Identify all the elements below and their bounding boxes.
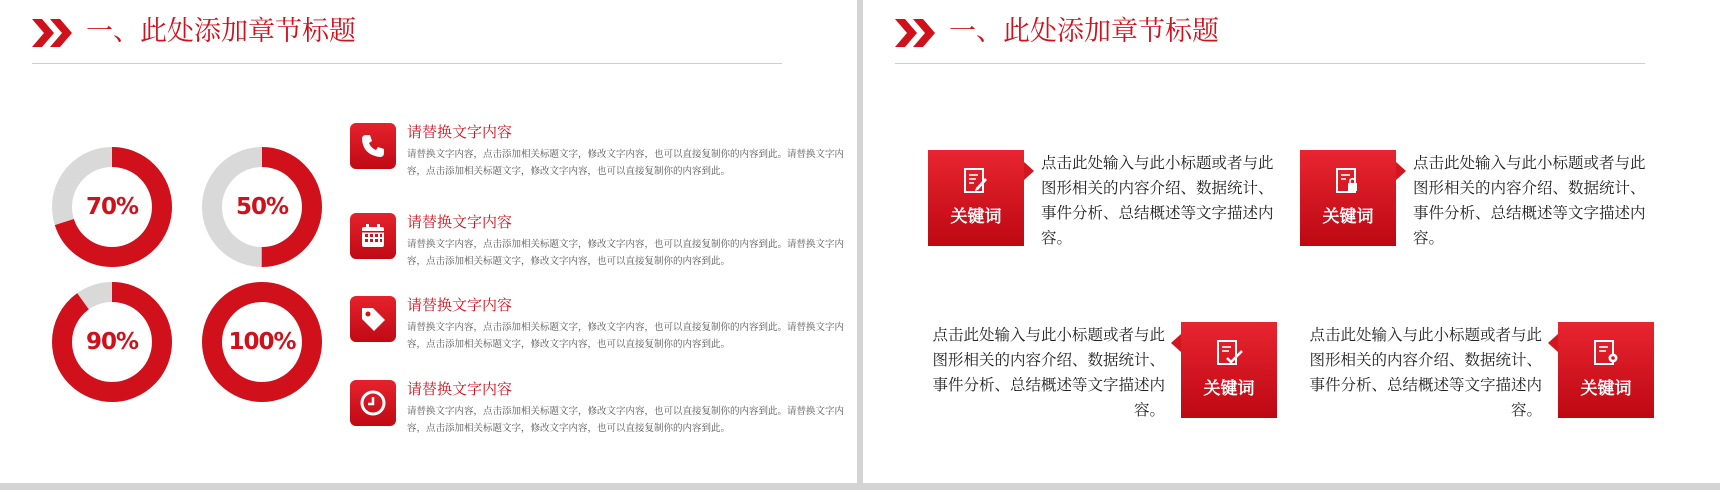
keyword-description: 点击此处输入与此小标题或者与此图形相关的内容介绍、数据统计、事件分析、总结概述等文字描述内容。 [932,326,1165,419]
page-title: 一、此处添加章节标题 [949,16,1219,47]
donut-label: 70% [85,194,139,220]
donut-chart-100 [200,280,324,404]
donut-chart-50 [200,145,324,269]
lock-document-icon [1335,167,1361,195]
page-title: 一、此处添加章节标题 [86,16,356,47]
double-chevron-icon [32,19,76,47]
double-chevron-icon [895,19,939,47]
phone-icon [350,123,396,169]
keyword-label: 关键词 [1203,379,1255,399]
clock-icon [350,380,396,426]
keyword-label: 关键词 [950,207,1002,227]
keyword-badge [928,150,1024,246]
settings-document-icon [1593,339,1621,367]
feature-item [350,380,845,450]
calendar-icon [350,213,396,259]
feature-title: 请替换文字内容 [407,296,513,314]
tag-icon [350,296,396,342]
title-divider [32,63,782,64]
edit-document-icon [963,167,989,195]
keyword-description: 点击此处输入与此小标题或者与此图形相关的内容介绍、数据统计、事件分析、总结概述等文字描述内容。 [1041,154,1274,247]
keyword-description: 点击此处输入与此小标题或者与此图形相关的内容介绍、数据统计、事件分析、总结概述等文字描述内容。 [1309,326,1542,419]
keyword-badge [1300,150,1396,246]
feature-item [350,123,845,193]
feature-title: 请替换文字内容 [407,380,513,398]
feature-description: 请替换文字内容，点击添加相关标题文字，修改文字内容，也可以直接复制你的内容到此。请替换文字内容，点击添加相关标题文字，修改文字内容，也可以直接复制你的内容到此。 [407,149,845,177]
donut-label: 50% [235,194,289,220]
donut-chart-70 [50,145,174,269]
title-divider [895,63,1645,64]
slide-2 [863,0,1720,483]
check-document-icon [1216,339,1244,367]
donut-label: 100% [228,329,296,355]
keyword-badge [1181,322,1277,418]
donut-label: 90% [85,329,139,355]
keyword-description: 点击此处输入与此小标题或者与此图形相关的内容介绍、数据统计、事件分析、总结概述等文字描述内容。 [1413,154,1646,247]
feature-description: 请替换文字内容，点击添加相关标题文字，修改文字内容，也可以直接复制你的内容到此。请替换文字内容，点击添加相关标题文字，修改文字内容，也可以直接复制你的内容到此。 [407,239,845,267]
feature-title: 请替换文字内容 [407,213,513,231]
feature-title: 请替换文字内容 [407,123,513,141]
donut-chart-90 [50,280,174,404]
keyword-label: 关键词 [1580,379,1632,399]
feature-description: 请替换文字内容，点击添加相关标题文字，修改文字内容，也可以直接复制你的内容到此。请替换文字内容，点击添加相关标题文字，修改文字内容，也可以直接复制你的内容到此。 [407,322,845,350]
keyword-badge [1558,322,1654,418]
slide-1 [0,0,857,483]
feature-item [350,296,845,366]
feature-item [350,213,845,283]
feature-description: 请替换文字内容，点击添加相关标题文字，修改文字内容，也可以直接复制你的内容到此。请替换文字内容，点击添加相关标题文字，修改文字内容，也可以直接复制你的内容到此。 [407,406,845,434]
keyword-label: 关键词 [1322,207,1374,227]
